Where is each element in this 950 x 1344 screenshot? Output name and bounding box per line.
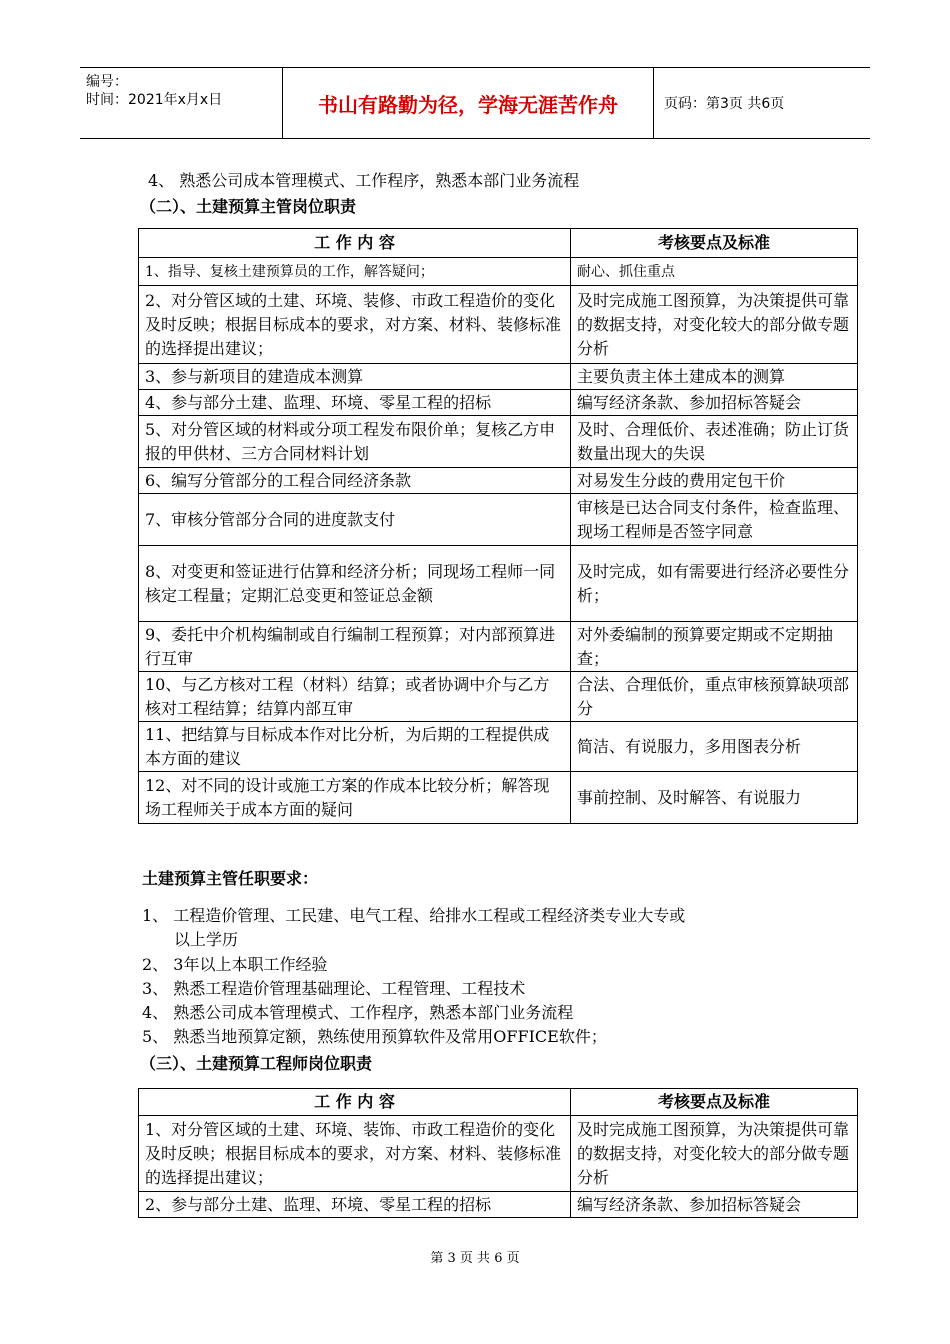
- table-row: [139, 416, 858, 468]
- row-content: 11、把结算与目标成本作对比分析，为后期的工程提供成本方面的建议: [139, 722, 571, 772]
- table-row: [139, 1192, 858, 1218]
- column-header-content: 工 作 内 容: [139, 1089, 571, 1116]
- row-content: 8、对变更和签证进行估算和经济分析；同现场工程师一同核定工程量；定期汇总变更和签证总金额: [139, 546, 571, 622]
- row-content: 6、编写分管部分的工程合同经济条款: [139, 468, 571, 494]
- row-standard: 简洁、有说服力，多用图表分析: [571, 722, 858, 772]
- row-standard: 审核是已达合同支付条件，检查监理、现场工程师是否签字同意: [571, 494, 858, 546]
- table-row: [139, 390, 858, 416]
- row-standard: 及时、合理低价、表述准确；防止订货数量出现大的失误: [571, 416, 858, 468]
- header-motto: 书山有路勤为径，学海无涯苦作舟: [283, 68, 654, 138]
- row-content: 10、与乙方核对工程（材料）结算；或者协调中介与乙方核对工程结算；结算内部互审: [139, 672, 571, 722]
- table-row: [139, 468, 858, 494]
- requirements-title: 土建预算主管任职要求：: [142, 869, 319, 888]
- row-content: 2、参与部分土建、监理、环境、零星工程的招标: [139, 1192, 571, 1218]
- row-content: 9、委托中介机构编制或自行编制工程预算；对内部预算进行互审: [139, 622, 571, 672]
- row-standard: 及时完成，如有需要进行经济必要性分析；: [571, 546, 858, 622]
- number-label: 编号：: [86, 74, 128, 90]
- table-row: [139, 772, 858, 824]
- table-row: [139, 364, 858, 390]
- row-content: 2、对分管区域的土建、环境、装修、市政工程造价的变化及时反映；根据目标成本的要求，对方案、材料、装修标准的选择提出建议；: [139, 286, 571, 364]
- row-standard: 及时完成施工图预算，为决策提供可靠的数据支持，对变化较大的部分做专题分析: [571, 1116, 858, 1192]
- page-header: [80, 67, 870, 139]
- requirement-item: 5、 熟悉当地预算定额，熟练使用预算软件及常用OFFICE软件；: [142, 1027, 607, 1046]
- requirement-item: 4、 熟悉公司成本管理模式、工作程序，熟悉本部门业务流程: [142, 1003, 574, 1022]
- requirement-item: 以上学历: [174, 930, 239, 949]
- requirement-item: 3、 熟悉工程造价管理基础理论、工程管理、工程技术: [142, 979, 526, 998]
- column-header-standard: 考核要点及标准: [571, 229, 858, 258]
- table-row: [139, 622, 858, 672]
- intro-line: 4、 熟悉公司成本管理模式、工作程序，熟悉本部门业务流程: [148, 171, 580, 190]
- header-meta: [80, 68, 283, 138]
- table-header-row: [139, 229, 858, 258]
- row-content: 12、对不同的设计或施工方案的作成本比较分析；解答现场工程师关于成本方面的疑问: [139, 772, 571, 824]
- table-row: [139, 258, 858, 286]
- row-content: 4、参与部分土建、监理、环境、零星工程的招标: [139, 390, 571, 416]
- section3-table: [138, 1088, 858, 1218]
- requirement-item: 2、 3年以上本职工作经验: [142, 955, 328, 974]
- requirement-item: 1、 工程造价管理、工民建、电气工程、给排水工程或工程经济类专业大专或: [142, 906, 686, 925]
- row-content: 3、参与新项目的建造成本测算: [139, 364, 571, 390]
- row-standard: 主要负责主体土建成本的测算: [571, 364, 858, 390]
- time-label: 时间：2021年x月x日: [86, 92, 223, 108]
- table-row: [139, 722, 858, 772]
- table-row: [139, 546, 858, 622]
- row-content: 1、指导、复核土建预算员的工作，解答疑问；: [139, 258, 571, 286]
- row-standard: 耐心、抓住重点: [571, 258, 858, 286]
- row-standard: 事前控制、及时解答、有说服力: [571, 772, 858, 824]
- row-standard: 对外委编制的预算要定期或不定期抽查；: [571, 622, 858, 672]
- table-row: [139, 494, 858, 546]
- row-content: 1、对分管区域的土建、环境、装饰、市政工程造价的变化及时反映；根据目标成本的要求，对方案、材料、装修标准的选择提出建议；: [139, 1116, 571, 1192]
- row-standard: 及时完成施工图预算，为决策提供可靠的数据支持，对变化较大的部分做专题分析: [571, 286, 858, 364]
- table-row: [139, 1116, 858, 1192]
- page-info: 页码：第3页 共6页: [664, 96, 785, 112]
- row-standard: 合法、合理低价，重点审核预算缺项部分: [571, 672, 858, 722]
- section2-title: （二）、土建预算主管岗位职责: [140, 197, 357, 216]
- column-header-standard: 考核要点及标准: [571, 1089, 858, 1116]
- page-footer: 第 3 页 共 6 页: [430, 1251, 520, 1266]
- table-header-row: [139, 1089, 858, 1116]
- column-header-content: 工 作 内 容: [139, 229, 571, 258]
- section2-table: [138, 228, 858, 824]
- row-standard: 编写经济条款、参加招标答疑会: [571, 1192, 858, 1218]
- table-row: [139, 286, 858, 364]
- row-standard: 编写经济条款、参加招标答疑会: [571, 390, 858, 416]
- row-standard: 对易发生分歧的费用定包干价: [571, 468, 858, 494]
- table-row: [139, 672, 858, 722]
- row-content: 7、审核分管部分合同的进度款支付: [139, 494, 571, 546]
- row-content: 5、对分管区域的材料或分项工程发布限价单；复核乙方申报的甲供材、三方合同材料计划: [139, 416, 571, 468]
- section3-title: （三）、土建预算工程师岗位职责: [140, 1054, 373, 1073]
